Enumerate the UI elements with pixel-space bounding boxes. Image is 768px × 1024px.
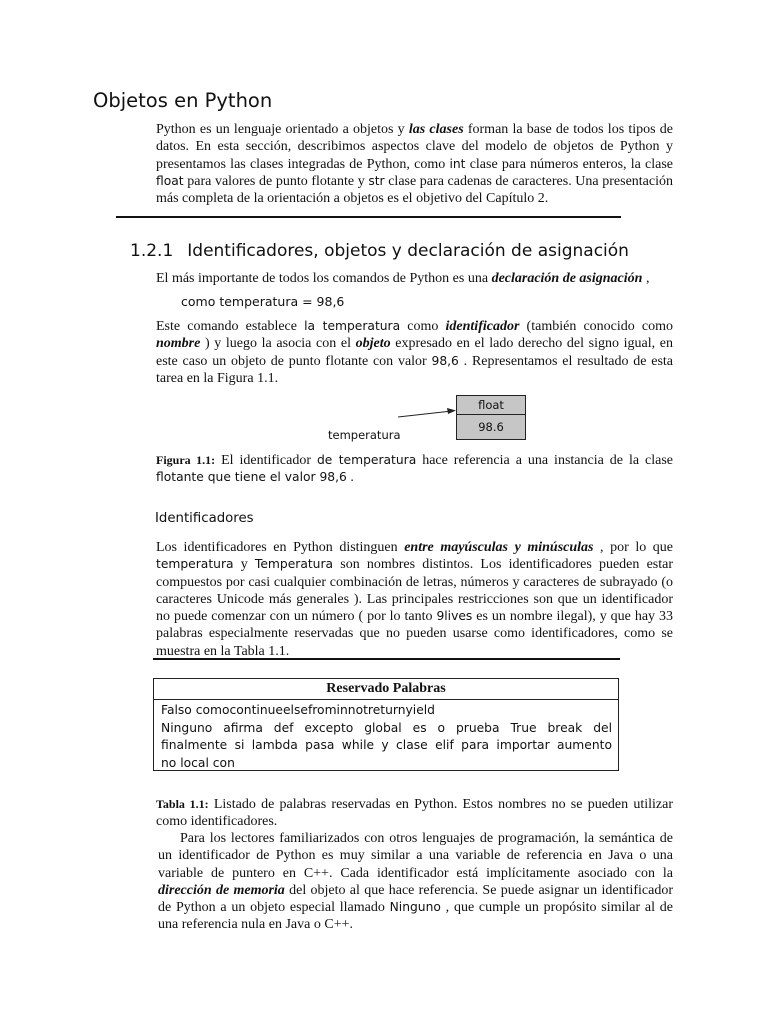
intro-text-5: clase para cadenas de caracteres. Una presentación más completa de la orientación a objetos es el objetivo del Capítulo 2. [156, 173, 673, 207]
subsection-title: Identificadores, objetos y declaración de asignación [187, 241, 629, 261]
identifiers-heading: Identificadores [155, 511, 254, 526]
code-9lives: 9lives [436, 609, 473, 624]
subsection-number: 1.2.1 [130, 241, 174, 261]
reserved-words-table [153, 678, 619, 771]
emphasis-memory-address: dirección de memoria [158, 882, 285, 898]
identifier-label: temperatura [328, 428, 401, 442]
intro-text-2: forman la base de todos los tipos de datos. En esta sección, describimos aspectos clave del modelo de objetos de Python y presentamos las clases integradas de Python, como [156, 122, 673, 172]
code-de-temperatura: de temperatura [316, 453, 417, 467]
code-value: 98,6 [431, 353, 459, 368]
assign-text-2: , [642, 271, 650, 286]
object-type-label: float [478, 398, 504, 412]
explain-text-5: expresado en el lado derecho del signo igual, en este caso un objeto de punto flotante con valor [156, 336, 673, 369]
ident-text-1: Los identificadores en Python distinguen [156, 540, 405, 555]
table-row: finalmente si lambda pasa while y clase elif para importar aumento [161, 738, 612, 752]
explanation-paragraph [156, 318, 673, 387]
object-value-box [456, 414, 526, 440]
explain-text-4: ) y luego la asocia con el [200, 336, 356, 352]
table-row: Falso comocontinueelsefrominnotreturnyield [161, 703, 435, 717]
emphasis-nombre: nombre [156, 336, 201, 352]
emphasis-objeto: objeto [355, 336, 391, 352]
identifiers-paragraph [156, 539, 673, 660]
assign-emphasis: declaración de asignación [491, 271, 643, 286]
explain-text-6: . Representamos el resultado de esta tarea en la Figura 1.1. [156, 353, 673, 386]
divider-rule-middle [153, 658, 620, 660]
code-int: int [449, 156, 466, 171]
code-ninguno: Ninguno [389, 900, 441, 915]
ident-text-2: , por lo que [593, 540, 673, 555]
figure-caption-text-2: hace referencia a una instancia de la clase [416, 453, 673, 468]
code-float: float [156, 173, 184, 188]
intro-text-1: Python es un lenguaje orientado a objetos y [156, 122, 409, 137]
ident-text-4: son nombres distintos. Los identificadores pueden estar compuestos por casi cualquier combinación de letras, números y caracteres de subrayado (o caracteres Unicode más generales ). Las principales restricciones son que un identificador no puede comenzar con un número ( por lo tanto [156, 557, 673, 625]
intro-emphasis-classes: las clases [408, 122, 464, 137]
intro-text-3: clase para números enteros, la clase [465, 156, 674, 172]
code-example: como temperatura = 98,6 [181, 294, 345, 309]
closing-text-1: Para los lectores familiarizados con otros lenguajes de programación, la semántica de un identificador de Python es muy similar a una variable de referencia en Java o una variable de puntero en C++. Cada identificador está implícitamente asociado con la [158, 831, 673, 881]
table-caption [156, 796, 673, 831]
ident-text-5: es un nombre ilegal), y que hay 33 palabras especialmente reservadas que no pueden usarse como identificadores, como se muestra en la Tabla 1.1. [156, 609, 673, 659]
section-title: Objetos en Python [93, 89, 273, 112]
arrow-icon [390, 400, 462, 424]
object-type-box [456, 395, 526, 415]
figure-caption [156, 452, 673, 487]
subsection-heading [130, 241, 629, 261]
figure-caption-text-1: El identificador [215, 453, 317, 468]
intro-text-4: para valores de punto flotante y [183, 173, 369, 189]
code-flotante: flotante que tiene el valor 98,6 [156, 470, 347, 485]
closing-paragraph [158, 830, 673, 934]
intro-paragraph [156, 121, 673, 207]
explain-text-1: Este comando establece [156, 319, 305, 334]
closing-text-3: , que cumple un propósito similar al de una referencia nula en Java o C++. [158, 900, 673, 933]
assignment-paragraph [156, 270, 673, 287]
figure-caption-text-3: . [346, 470, 354, 486]
explain-text-2: como [400, 319, 446, 334]
code-temperatura-upper: Temperatura [254, 557, 334, 572]
table-cell [154, 700, 618, 772]
assign-text-1: El más importante de todos los comandos de Python es una [156, 271, 492, 286]
emphasis-case-sensitive: entre mayúsculas y minúsculas [404, 540, 594, 555]
explain-text-3: (también conocido como [519, 319, 673, 334]
ident-text-3: y [233, 557, 255, 573]
table-row: no local con [161, 755, 235, 770]
table-caption-text: Listado de palabras reservadas en Python. Estos nombres no se pueden utilizar como identificadores. [156, 797, 673, 830]
emphasis-identificador: identificador [445, 319, 520, 334]
table-row: Ninguno afirma def excepto global es o prueba True break del [161, 720, 612, 735]
table-header: Reservado Palabras [154, 679, 618, 700]
divider-rule-top [116, 216, 621, 218]
code-str: str [368, 173, 385, 188]
code-la-temperatura: la temperatura [304, 319, 401, 333]
object-value-label: 98.6 [478, 420, 504, 434]
figure-caption-label: Figura 1.1: [156, 453, 216, 467]
table-caption-label: Tabla 1.1: [156, 797, 209, 811]
code-temperatura-lower: temperatura [156, 557, 234, 572]
closing-text-2: del objeto al que hace referencia. Se puede asignar un identificador de Python a un objeto especial llamado [158, 882, 673, 916]
